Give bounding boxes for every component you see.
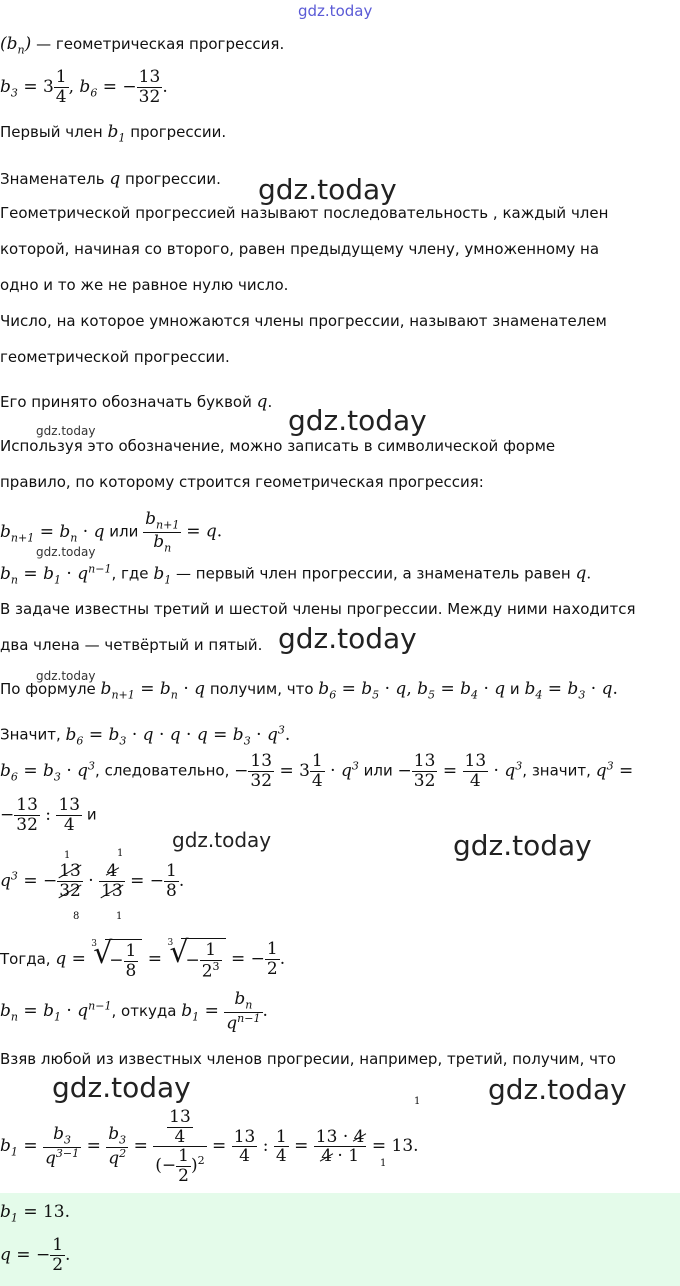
take-line: Взяв любой из известных членов прогресии, например, третий, получим, что — [0, 1050, 616, 1068]
definition-line: Его принято обозначать буквой q. — [0, 392, 273, 412]
b1-formula: $b_n = b_1 \cdot q^{n-1}$, откуда $b_1$ = $\frac{b_n}{q^{n-1}}$ . — [0, 989, 268, 1034]
definition-line: которой, начиная со второго, равен предыдущему члену, умноженному на — [0, 240, 600, 258]
definition-line: Геометрической прогрессией называют последовательность , каждый член — [0, 204, 609, 222]
watermark: gdz.today — [52, 1071, 191, 1104]
definition-line: Число, на которое умножаются члены прогрессии, называют знаменателем — [0, 312, 607, 330]
find-q-line: Знаменатель q прогрессии. — [0, 169, 221, 189]
definition-line: одно и то же не равное нулю число. — [0, 276, 289, 294]
answer-b1: $b_1 = 13$. — [0, 1202, 71, 1225]
task-line: В задаче известны третий и шестой члены прогрессии. Между ними находится — [0, 600, 636, 618]
watermark-small: gdz.today — [36, 669, 96, 683]
task-line: два члена — четвёртый и пятый. — [0, 636, 263, 654]
definition-line: геометрической прогрессии. — [0, 348, 230, 366]
formula-line: Значит, $b_6 = b_3 \cdot q \cdot q \cdot q = b_3 \cdot q^3$. — [0, 723, 291, 748]
watermark: gdz.today — [488, 1073, 627, 1106]
q-computation: Тогда, q = √ 3 − $\frac{1}{8}$ = √ 3 − $\frac{1}{2^3}$ = − $\frac{1}{2}$ . — [0, 938, 285, 981]
equation-line: − $\frac{13}{32}$ : $\frac{13}{4}$ и — [0, 795, 97, 835]
watermark: gdz.today — [288, 404, 427, 437]
watermark-small: gdz.today — [36, 424, 96, 438]
watermark: gdz.today — [453, 829, 592, 862]
b1-computation: $b_1$ = $\frac{b_3}{q^{3-1}}$ = $\frac{b_3}{q^2}$ = $\frac{13}{4}$ (− $\frac{1}{2}$ )$^2$ = $\frac{13}{4}$ : $\frac{1}{4}$ = $\frac{13 \cdot 4}{4 \cdot 1}$ = 13. — [0, 1107, 419, 1187]
recurrence-formula: $b_{n+1} = b_n \cdot q$ или $\frac{b_{n+1}}{b_n}$ = q. — [0, 509, 223, 554]
formula-line: По формуле $b_{n+1} = b_n \cdot q$ получим, что $b_6 = b_5 \cdot q$, $b_5 = b_4 \cdot q$ и $b_4 = b_3 \cdot q$. — [0, 679, 618, 702]
given-line: $(b_n)$ — геометрическая прогрессия. — [0, 34, 285, 57]
answer-block — [0, 1193, 680, 1286]
answer-q: q = − $\frac{1}{2}$ . — [0, 1235, 71, 1275]
find-first-line: Первый член $b_1$ прогрессии. — [0, 122, 227, 145]
definition-line: Используя это обозначение, можно записать в символической форме — [0, 437, 556, 455]
watermark: gdz.today — [258, 173, 397, 206]
definition-line: правило, по которому строится геометрическая прогрессия: — [0, 473, 484, 491]
equation-line: $b_6 = b_3 \cdot q^3$, следовательно, − $\frac{13}{32}$ = 3 $\frac{1}{4}$ · $q^3$ или − $\frac{13}{32}$ = $\frac{13}{4}$ · $q^3$, значит, $q^3$ = — [0, 751, 634, 791]
nth-term-formula: $b_n = b_1 \cdot q^{n-1}$, где $b_1$ — первый член прогрессии, а знаменатель равен q. — [0, 562, 592, 587]
watermark: gdz.today — [172, 828, 272, 852]
q-cubed-computation: $q^3$ = − $\frac{13}{32}$ · $\frac{4}{13}$ = − $\frac{1}{8}$ . — [0, 861, 185, 901]
watermark: gdz.today — [278, 622, 417, 655]
given-values: $b_3 = 3$ $\frac{1}{4}$ , $b_6$ = − $\frac{13}{32}$ . — [0, 67, 168, 107]
watermark-small: gdz.today — [36, 545, 96, 559]
watermark-top: gdz.today — [298, 2, 373, 20]
